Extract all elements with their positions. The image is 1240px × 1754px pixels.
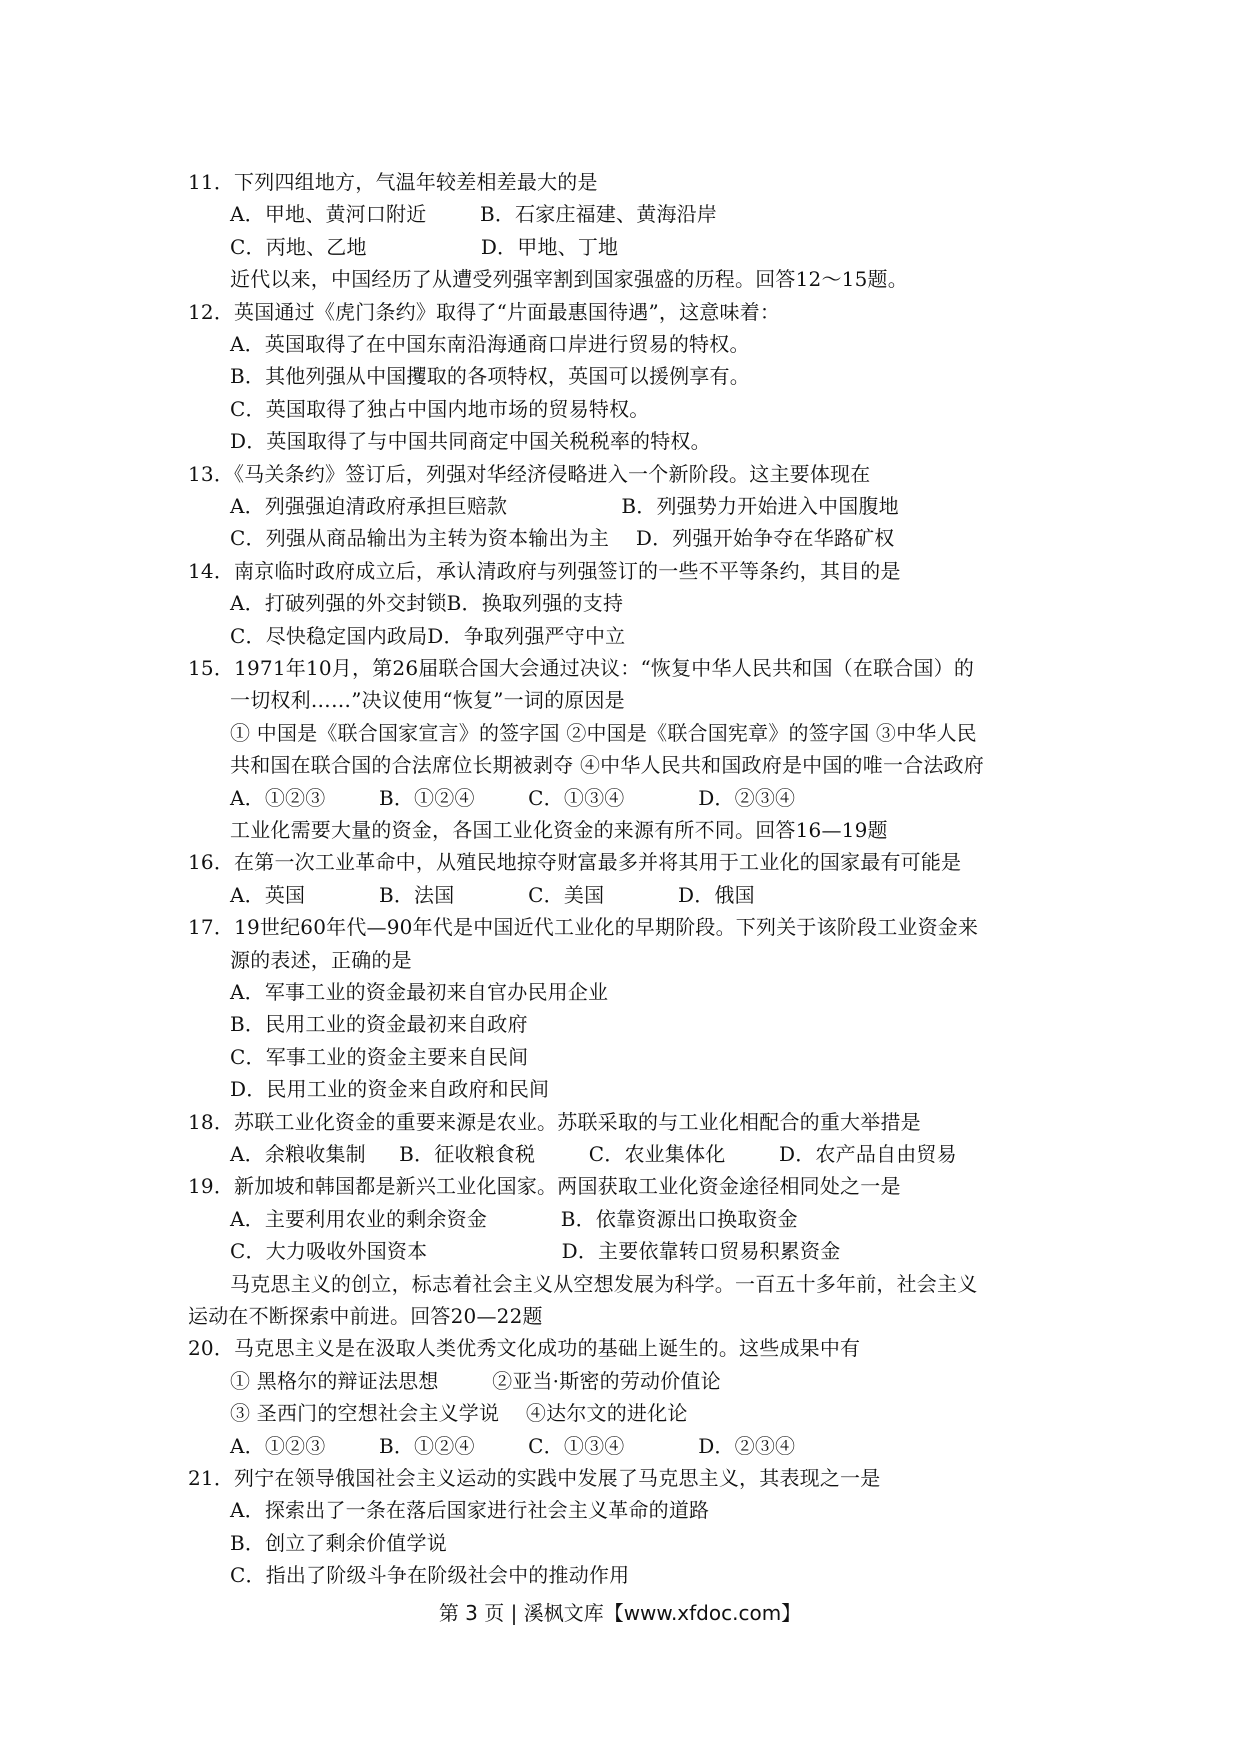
q21-opt-a: A．探索出了一条在落后国家进行社会主义革命的道路 xyxy=(230,1498,710,1523)
q13-opt1: A．列强强迫清政府承担巨赔款 B．列强势力开始进入中国腹地 xyxy=(230,494,899,518)
q17: 17．19世纪60年代—90年代是中国近代工业化的早期阶段。下列关于该阶段工业资金来 xyxy=(188,915,979,940)
q17-cont: 源的表述，正确的是 xyxy=(230,947,412,972)
q12-opt-b: B．其他列强从中国攫取的各项特权，英国可以援例享有。 xyxy=(230,364,750,389)
q20: 20．马克思主义是在汲取人类优秀文化成功的基础上诞生的。这些成果中有 xyxy=(188,1336,861,1361)
q15-cont3: 共和国在联合国的合法席位长期被剥夺 ④中华人民共和国政府是中国的唯一合法政府 xyxy=(230,753,984,778)
q17-opt-b: B．民用工业的资金最初来自政府 xyxy=(230,1012,528,1037)
q17-opt-c: C．军事工业的资金主要来自民间 xyxy=(230,1044,529,1069)
q15-cont2: ① 中国是《联合国家宣言》的签字国 ②中国是《联合国宪章》的签字国 ③中华人民 xyxy=(230,720,977,745)
q19-opt1: A．主要利用农业的剩余资金 B．依靠资源出口换取资金 xyxy=(230,1206,798,1231)
q11: 11．下列四组地方，气温年较差相差最大的是 xyxy=(188,170,598,194)
q11-opt2: C．丙地、乙地 D．甲地、丁地 xyxy=(230,234,619,259)
q17-opt-d: D．民用工业的资金来自政府和民间 xyxy=(230,1077,550,1102)
q18-opts: A．余粮收集制 B．征收粮食税 C．农业集体化 D．农产品自由贸易 xyxy=(230,1142,957,1166)
intro-16-19: 工业化需要大量的资金，各国工业化资金的来源有所不同。回答16—19题 xyxy=(230,818,888,842)
intro-12-15: 近代以来，中国经历了从遭受列强宰割到国家强盛的历程。回答12～15题。 xyxy=(230,267,908,292)
q16-opts: A．英国 B．法国 C．美国 D．俄国 xyxy=(230,882,755,907)
q13-opt2: C．列强从商品输出为主转为资本输出为主 D．列强开始争夺在华路矿权 xyxy=(230,526,895,551)
q15: 15．1971年10月，第26届联合国大会通过决议：“恢复中华人民共和国（在联合国）的 xyxy=(188,656,975,680)
q13: 13．《马关条约》签订后，列强对华经济侵略进入一个新阶段。这主要体现在 xyxy=(188,461,871,486)
q12: 12．英国通过《虎门条约》取得了“片面最惠国待遇”，这意味着： xyxy=(188,299,781,324)
page-footer: 第 3 页 | 溪枫文库【www.xfdoc.com】 xyxy=(438,1601,802,1625)
q20-item1: ① 黑格尔的辩证法思想 ②亚当·斯密的劳动价值论 xyxy=(230,1368,721,1393)
q14-opt1: A．打破列强的外交封锁B．换取列强的支持 xyxy=(230,591,624,616)
q17-opt-a: A．军事工业的资金最初来自官办民用企业 xyxy=(230,980,609,1004)
q14: 14．南京临时政府成立后，承认清政府与列强签订的一些不平等条约，其目的是 xyxy=(188,558,901,583)
q11-opt1: A．甲地、黄河口附近 B．石家庄福建、黄海沿岸 xyxy=(230,202,718,227)
q20-item2: ③ 圣西门的空想社会主义学说 ④达尔文的进化论 xyxy=(230,1401,688,1426)
q19: 19．新加坡和韩国都是新兴工业化国家。两国获取工业化资金途径相同处之一是 xyxy=(188,1174,901,1199)
intro-20-22a: 马克思主义的创立，标志着社会主义从空想发展为科学。一百五十多年前，社会主义 xyxy=(230,1271,978,1296)
q21: 21．列宁在领导俄国社会主义运动的实践中发展了马克思主义，其表现之一是 xyxy=(188,1466,881,1490)
q20-opts: A．①②③ B．①②④ C．①③④ D．②③④ xyxy=(230,1433,796,1458)
q21-opt-c: C．指出了阶级斗争在阶级社会中的推动作用 xyxy=(230,1563,630,1588)
q15-cont1: 一切权利……”决议使用“恢复”一词的原因是 xyxy=(230,688,625,713)
q18: 18．苏联工业化资金的重要来源是农业。苏联采取的与工业化相配合的重大举措是 xyxy=(188,1109,921,1134)
q16: 16．在第一次工业革命中，从殖民地掠夺财富最多并将其用于工业化的国家最有可能是 xyxy=(188,850,962,875)
q19-opt2: C．大力吸收外国资本 D．主要依靠转口贸易积累资金 xyxy=(230,1239,841,1264)
q12-opt-d: D．英国取得了与中国共同商定中国关税税率的特权。 xyxy=(230,429,711,454)
q21-opt-b: B．创立了剩余价值学说 xyxy=(230,1530,447,1555)
q15-opts: A．①②③ B．①②④ C．①③④ D．②③④ xyxy=(230,785,796,810)
q12-opt-c: C．英国取得了独占中国内地市场的贸易特权。 xyxy=(230,396,650,421)
q12-opt-a: A．英国取得了在中国东南沿海通商口岸进行贸易的特权。 xyxy=(230,332,750,356)
q14-opt2: C．尽快稳定国内政局D．争取列强严守中立 xyxy=(230,623,626,648)
intro-20-22b: 运动在不断探索中前进。回答20—22题 xyxy=(188,1304,543,1328)
